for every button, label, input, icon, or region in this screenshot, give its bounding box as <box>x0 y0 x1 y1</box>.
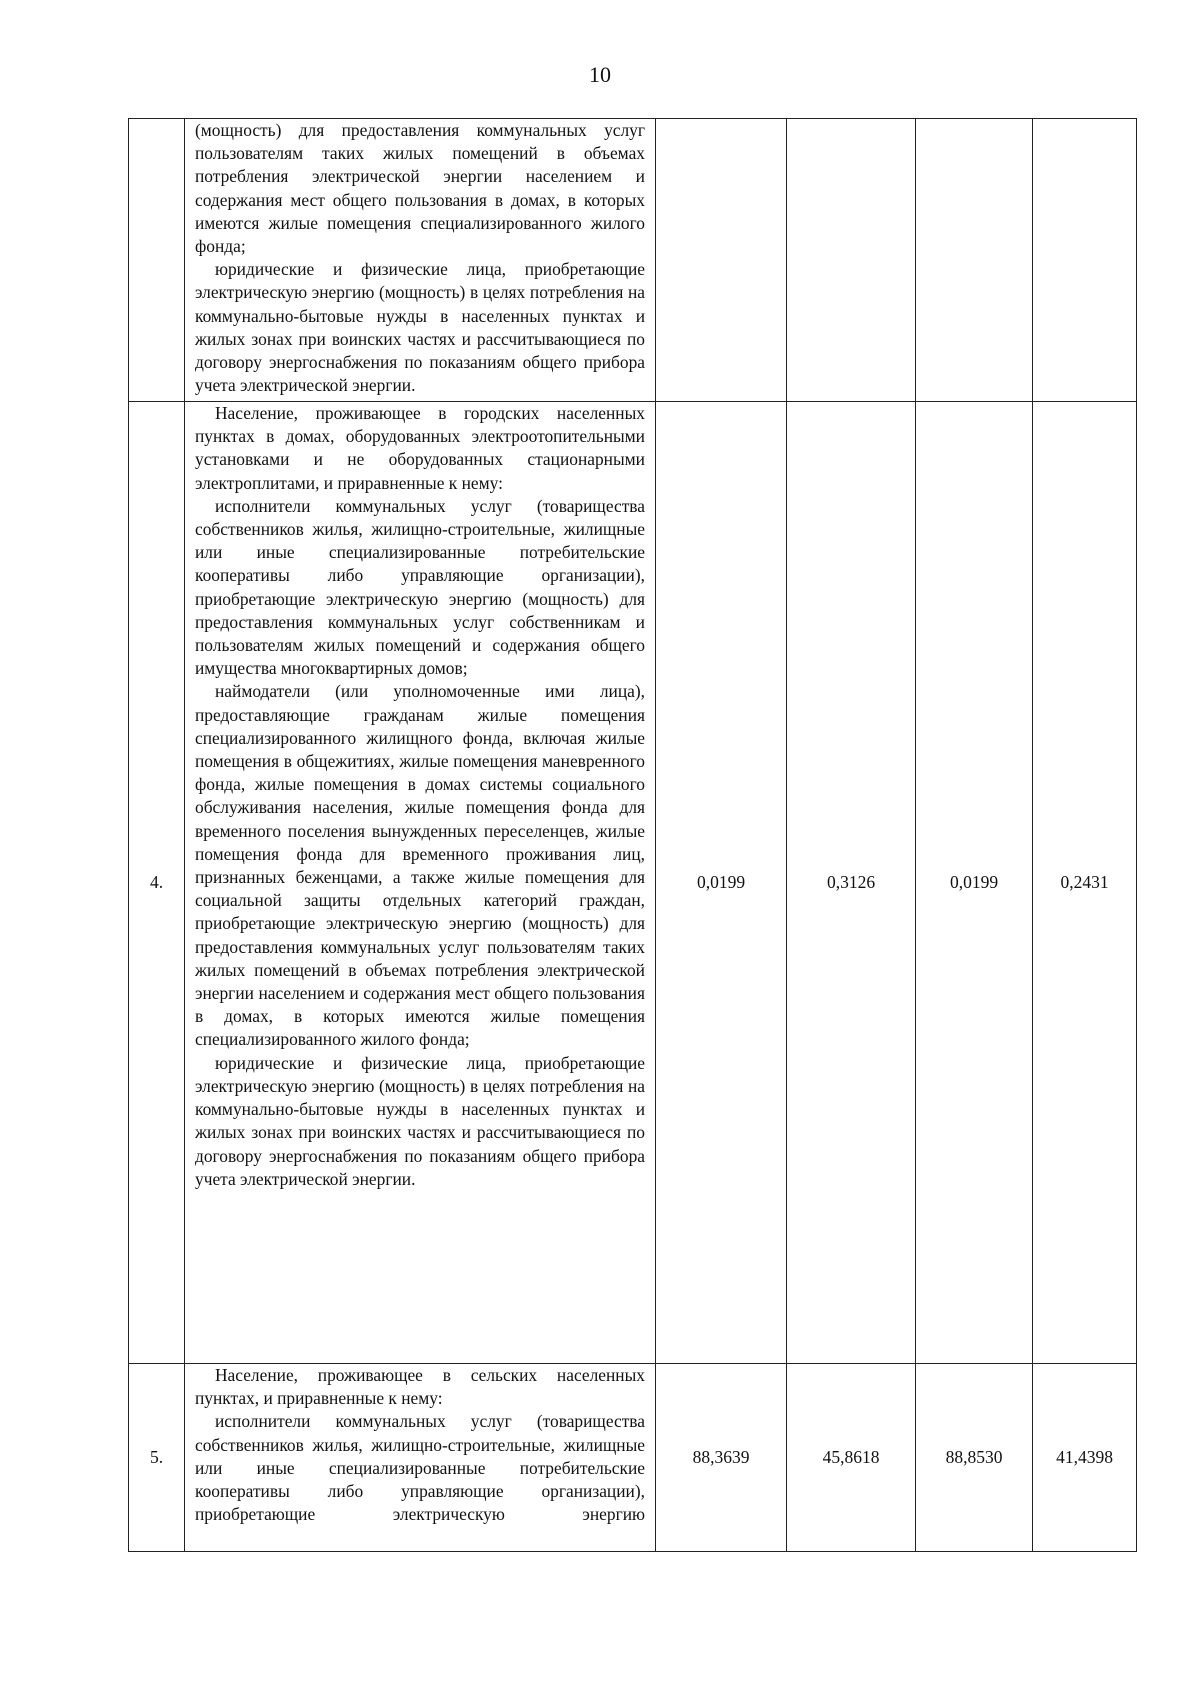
tariff-table <box>128 118 1137 1552</box>
row-description <box>185 119 656 402</box>
description-paragraph: юридические и физические лица, приобретающие электрическую энергию (мощность) в целях потребления на коммунально-бытовые нужды в населенных пунктах и жилых зонах при воинских частях и рассчитывающиеся по договору энергоснабжения по показаниям общего прибора учета электрической энергии. <box>195 259 645 396</box>
tariff-value-2 <box>787 119 916 402</box>
description-paragraph: Население, проживающее в сельских населенных пунктах, и приравненные к нему: <box>195 1365 645 1409</box>
table-row-5 <box>129 1364 1137 1552</box>
tariff-value-4: 0,2431 <box>1033 402 1137 1364</box>
page-number: 10 <box>589 62 611 87</box>
row-number <box>129 119 185 402</box>
description-paragraph: исполнители коммунальных услуг (товарищества собственников жилья, жилищно-строительные, жилищные или иные специализированные потребительские кооперативы либо управляющие организации), приобретающие электрическую энергию (мощность) для предоставления коммунальных услуг собственникам и пользователям жилых помещений и содержания общего имущества многоквартирных домов; <box>195 495 645 679</box>
description-paragraph: исполнители коммунальных услуг (товарищества собственников жилья, жилищно-строительные, жилищные или иные специализированные потребительские кооперативы либо управляющие организации), приобретающие электрическую энергию <box>195 1411 645 1525</box>
description-paragraph: (мощность) для предоставления коммунальных услуг пользователям таких жилых помещений в объемах потребления электрической энергии населением и содержания мест общего пользования в домах, в которых имеются жилые помещения специализированного жилого фонда; <box>195 120 645 257</box>
description-paragraph: Население, проживающее в городских населенных пунктах в домах, оборудованных электроотопительными установками и не оборудованных стационарными электроплитами, и приравненные к нему: <box>195 403 645 493</box>
table-row-4 <box>129 402 1137 1364</box>
tariff-value-4: 41,4398 <box>1033 1364 1137 1552</box>
tariff-value-1: 88,3639 <box>656 1364 787 1552</box>
tariff-value-3 <box>916 119 1033 402</box>
row-description <box>185 402 656 1364</box>
tariff-value-1: 0,0199 <box>656 402 787 1364</box>
row-number: 4. <box>129 402 185 1364</box>
tariff-value-3: 0,0199 <box>916 402 1033 1364</box>
tariff-value-2: 0,3126 <box>787 402 916 1364</box>
row-description <box>185 1364 656 1552</box>
tariff-value-2: 45,8618 <box>787 1364 916 1552</box>
tariff-value-4 <box>1033 119 1137 402</box>
row-number: 5. <box>129 1364 185 1552</box>
tariff-value-3: 88,8530 <box>916 1364 1033 1552</box>
description-paragraph: юридические и физические лица, приобретающие электрическую энергию (мощность) в целях потребления на коммунально-бытовые нужды в населенных пунктах и жилых зонах при воинских частях и рассчитывающиеся по договору энергоснабжения по показаниям общего прибора учета электрической энергии. <box>195 1052 645 1189</box>
tariff-value-1 <box>656 119 787 402</box>
description-paragraph: наймодатели (или уполномоченные ими лица), предоставляющие гражданам жилые помещения специализированного жилищного фонда, включая жилые помещения в общежитиях, жилые помещения маневренного фонда, жилые помещения в домах системы социального обслуживания населения, жилые помещения фонда для временного поселения вынужденных переселенцев, жилые помещения фонда для временного проживания лиц, признанных беженцами, а также жилые помещения для социальной защиты отдельных категорий граждан, приобретающие электрическую энергию (мощность) для предоставления коммунальных услуг пользователям таких жилых помещений в объемах потребления электрической энергии населением и содержания мест общего пользования в домах, в которых имеются жилые помещения специализированного жилого фонда; <box>195 681 645 1050</box>
table-row-continuation <box>129 119 1137 402</box>
